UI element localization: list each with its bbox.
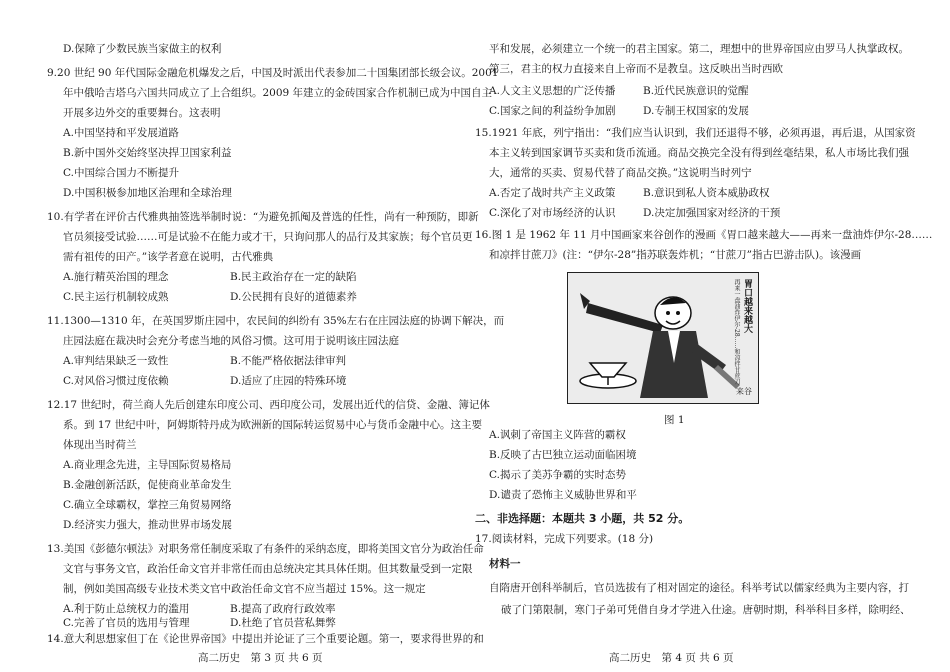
option-d: D.公民拥有良好的道德素养 <box>230 291 357 303</box>
option-line: A.商业理念先进，主导国际贸易格局 <box>63 459 232 471</box>
option-b: B.提高了政府行政效率 <box>230 603 336 615</box>
option-line: A.讽刺了帝国主义阵营的霸权 <box>489 429 626 441</box>
material-text-line: 自隋唐开创科举制后，官员选拔有了相对固定的途径。科举考试以儒家经典为主要内容，打 <box>489 582 909 594</box>
question-12-stem: 12.17 世纪时，荷兰商人先后创建东印度公司、西印度公司，发展出近代的信贷、金融、簿记体 <box>47 399 490 411</box>
option-b: B.近代民族意识的觉醒 <box>643 85 749 97</box>
page-footer: 高二历史 第 3 页 共 6 页 <box>198 652 323 664</box>
text-line: 本主义转到国家调节买卖和货币流通。商品交换完全没有得到丝毫结果，私人市场比我们强 <box>489 147 909 159</box>
option-c: C.完善了官员的选用与管理 <box>63 617 190 629</box>
text-line: 庄园法庭在裁决时会充分考虑当地的风俗习惯。这可用于说明该庄园法庭 <box>63 335 399 347</box>
option-line: C.确立全球霸权，掌控三角贸易网络 <box>63 499 232 511</box>
figure-caption: 图 1 <box>664 414 685 426</box>
text-line: 官员须接受试验……可是试验不在能力或才干，只询问那人的品行及其家族；每个官员更 <box>63 231 473 243</box>
option-line: B.新中国外交始终坚决捍卫国家利益 <box>63 147 232 159</box>
text-line: 制，例如美国高级专业技术类文官中政治任命文官不应当超过 15%。这一规定 <box>63 583 426 595</box>
option-line: C.揭示了美苏争霸的实时态势 <box>489 469 626 481</box>
option-c: C.深化了对市场经济的认识 <box>489 207 616 219</box>
text-line: 文官与事务文官，政治任命文官并非常任而由总统决定其具体任期。但其数量受到一定限 <box>63 563 473 575</box>
option-b: B.意识到私人资本威胁政权 <box>643 187 770 199</box>
text-line: 第三，君主的权力直接来自上帝而不是教皇。这反映出当时西欧 <box>489 63 783 75</box>
page-footer: 高二历史 第 4 页 共 6 页 <box>609 652 734 664</box>
text-line: 体现出当时荷兰 <box>63 439 137 451</box>
option-line: B.反映了古巴独立运动面临困境 <box>489 449 637 461</box>
option-d: D.决定加强国家对经济的干预 <box>643 207 781 219</box>
text-line: 大，通常的买卖、贸易代替了商品交换。”这说明当时列宁 <box>489 167 752 179</box>
option-d: D.杜绝了官员营私舞弊 <box>230 617 336 629</box>
cartoon-figure <box>567 272 759 404</box>
text-line: 开展多边外交的重要舞台。这表明 <box>63 107 221 119</box>
option-line: A.中国坚持和平发展道路 <box>63 127 179 139</box>
option-line: D.中国积极参加地区治理和全球治理 <box>63 187 232 199</box>
option-b: B.民主政治存在一定的缺陷 <box>230 271 357 283</box>
option-d: D.专制王权国家的发展 <box>643 105 749 117</box>
cartoon-subtitle: 再来一盘油炸伊尔-28……和凉拌甘蔗刀 <box>733 279 740 385</box>
option-b: B.不能严格依据法律审判 <box>230 355 347 367</box>
question-15-stem: 15.1921 年底，列宁指出：“我们应当认识到，我们还退得不够，必须再退，再后退，从国家资 <box>475 127 916 139</box>
option-line: D.经济实力强大，推动世界市场发展 <box>63 519 232 531</box>
material-text-line: 破了门第限制，寒门子弟可凭借自身才学进入仕途。唐朝时期，科举科目多样，除明经、 <box>501 604 911 616</box>
option-line: B.金融创新活跃，促使商业革命发生 <box>63 479 232 491</box>
question-11-stem: 11.1300—1310 年，在英国罗斯庄园中，农民间的纠纷有 35%左右在庄园法庭的协调下解决，而 <box>47 315 505 327</box>
text-line: 系。到 17 世纪中叶，阿姆斯特丹成为欧洲新的国际转运贸易中心与货币金融中心。这主要 <box>63 419 483 431</box>
text-line: 平和发展，必须建立一个统一的君主国家。第二，理想中的世界帝国应由罗马人执掌政权。 <box>489 43 909 55</box>
text-line: 需有祖传的田产。”该学者意在说明，古代雅典 <box>63 251 274 263</box>
material-heading: 材料一 <box>489 558 521 570</box>
cartoon-signature: 来谷 <box>736 387 752 396</box>
question-13-stem: 13.美国《彭德尔顿法》对职务常任制度采取了有条件的采纳态度，即将美国文官分为政治任命 <box>47 543 484 555</box>
option-c: C.民主运行机制较成熟 <box>63 291 169 303</box>
question-17-stem: 17.阅读材料，完成下列要求。(18 分) <box>475 533 654 545</box>
option-a: A.否定了战时共产主义政策 <box>489 187 616 199</box>
question-9-stem: 9.20 世纪 90 年代国际金融危机爆发之后，中国及时派出代表参加二十国集团部长级会议。2001 <box>47 67 499 79</box>
question-10-stem: 10.有学者在评价古代雅典抽签选举制时说：“为避免抓阄及普选的任性，尚有一种预防，即新 <box>47 211 479 223</box>
option-a: A.人文主义思想的广泛传播 <box>489 85 616 97</box>
option-a: A.利于防止总统权力的滥用 <box>63 603 190 615</box>
cartoon-drawing <box>568 273 758 403</box>
option-line: D.谴责了恐怖主义威胁世界和平 <box>489 489 637 501</box>
text-line: 年中俄哈吉塔乌六国共同成立了上合组织。2009 年建立的金砖国家合作机制已成为中国自主 <box>63 87 493 99</box>
question-14-stem: 14.意大利思想家但丁在《论世界帝国》中提出并论证了三个重要论题。第一，要求得世界的和 <box>47 633 484 645</box>
option-c: C.对风俗习惯过度依赖 <box>63 375 169 387</box>
text-line: 和凉拌甘蔗刀》(注：“伊尔-28”指苏联轰炸机；“甘蔗刀”指古巴游击队)。该漫画 <box>489 249 862 261</box>
cartoon-title: 胃口越来越大 <box>742 279 752 333</box>
question-16-stem: 16.图 1 是 1962 年 11 月中国画家来谷创作的漫画《胃口越来越大——再来一盘油炸伊尔-28…… <box>475 229 933 241</box>
option-a: A.施行精英治国的理念 <box>63 271 169 283</box>
option-line: C.中国综合国力不断提升 <box>63 167 179 179</box>
section-heading: 二、非选择题：本题共 3 小题，共 52 分。 <box>475 512 690 525</box>
option-d: D.适应了庄园的特殊环境 <box>230 375 347 387</box>
option-c: C.国家之间的利益纷争加剧 <box>489 105 616 117</box>
text-line: D.保障了少数民族当家做主的权利 <box>63 43 222 55</box>
option-a: A.审判结果缺乏一致性 <box>63 355 169 367</box>
